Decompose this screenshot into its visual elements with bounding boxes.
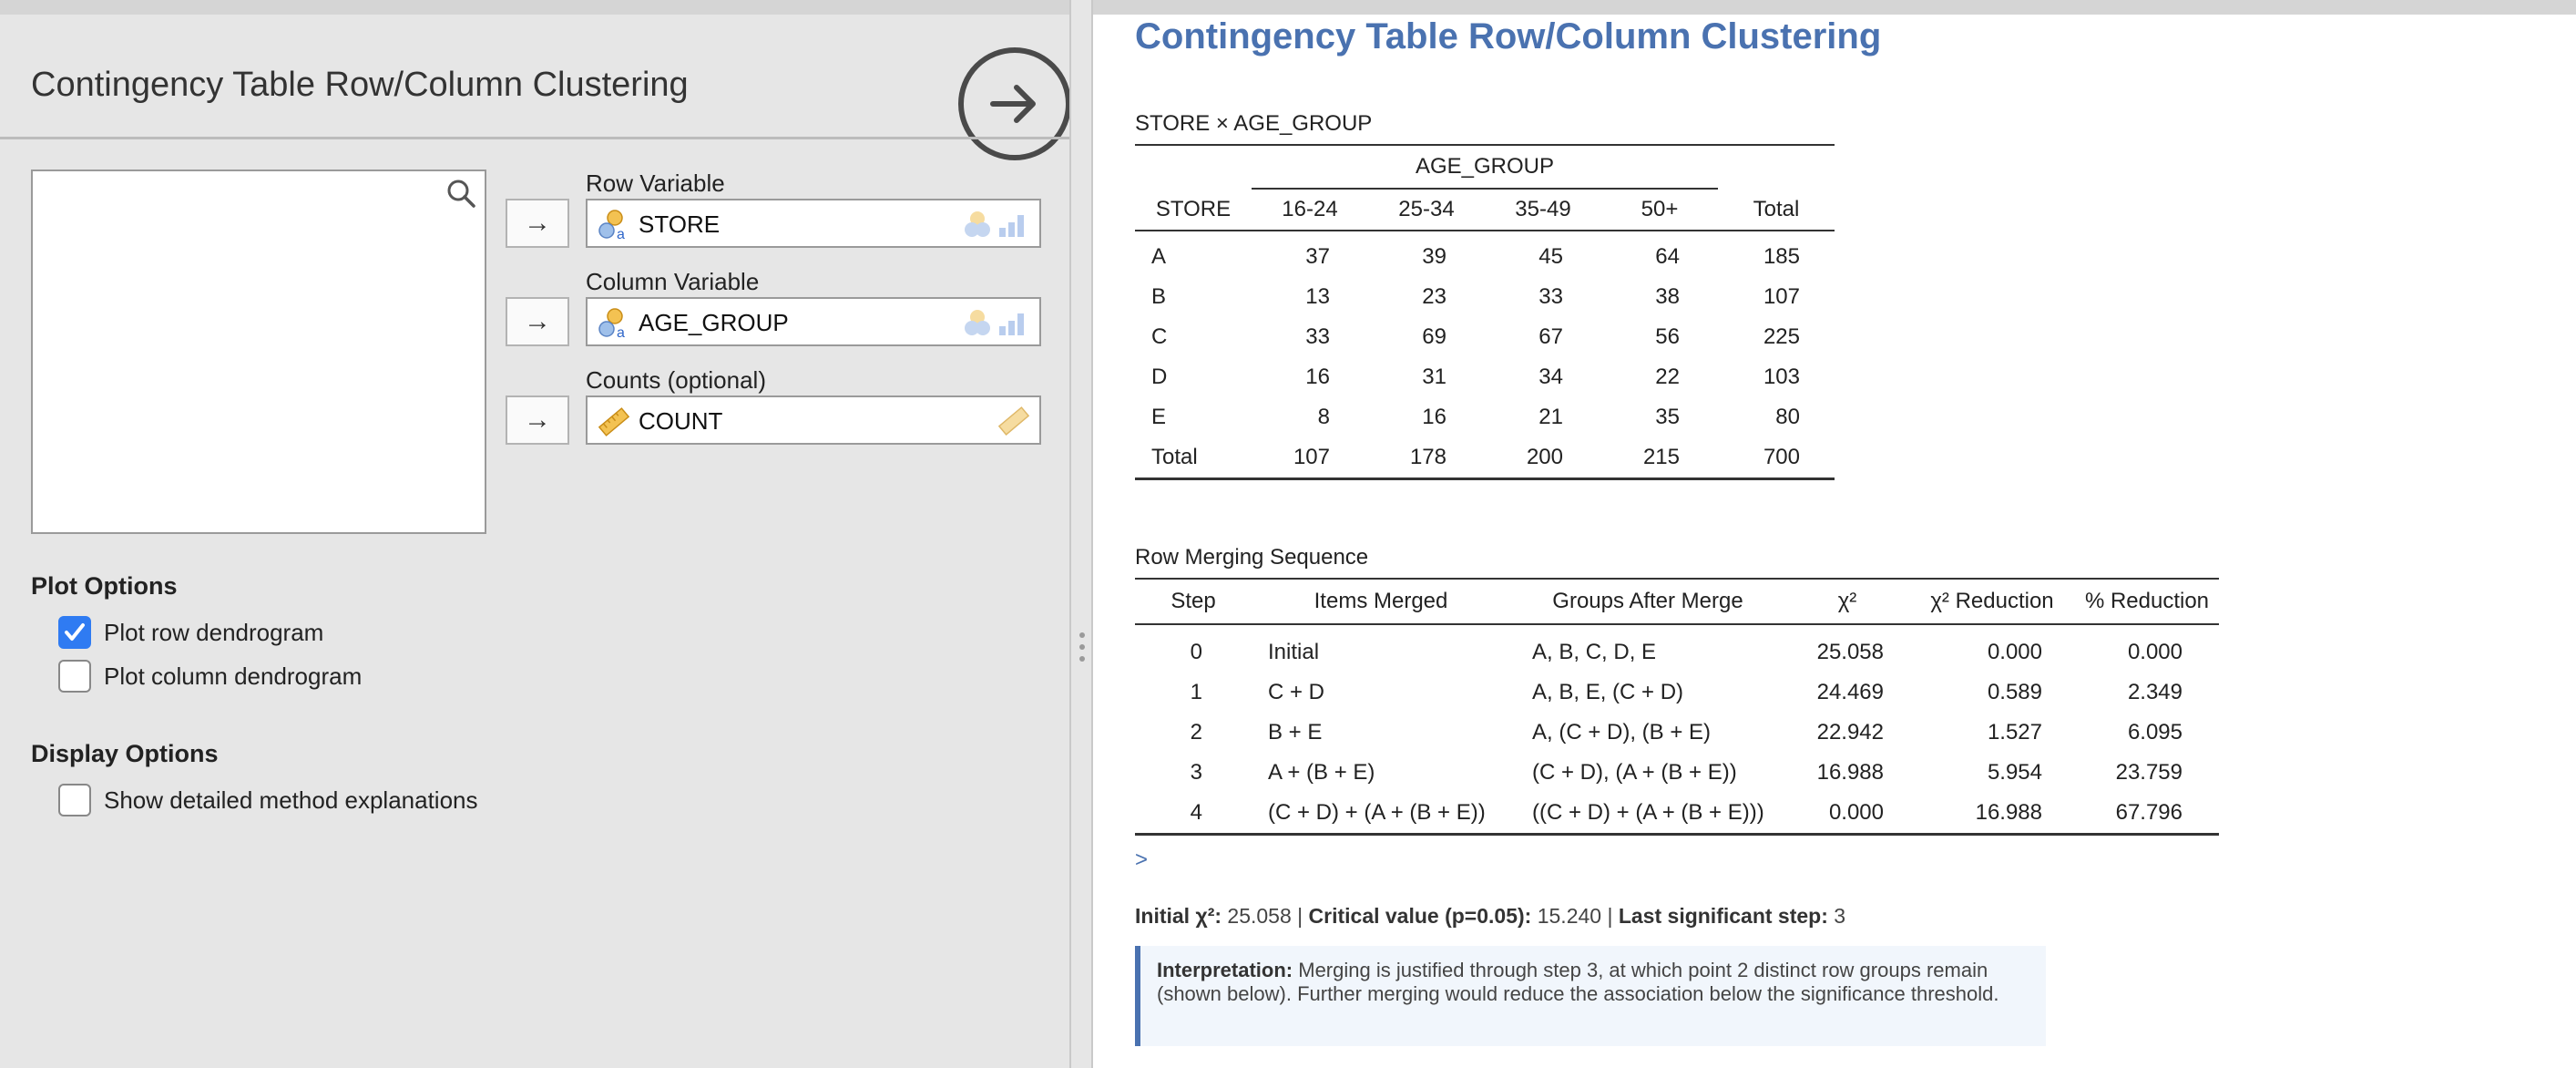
analysis-title: Contingency Table Row/Column Clustering bbox=[31, 66, 689, 104]
table-cell: 4 bbox=[1190, 800, 1202, 825]
critical-value: 15.240 bbox=[1537, 904, 1602, 928]
crosstab-caption: STORE × AGE_GROUP bbox=[1135, 111, 1373, 136]
table-cell: B + E bbox=[1268, 720, 1323, 745]
panel-splitter[interactable] bbox=[1069, 0, 1093, 1068]
column-variable-field[interactable] bbox=[586, 297, 1041, 346]
column-header: STORE bbox=[1135, 189, 1252, 231]
crosstab-spanner-row bbox=[1135, 145, 1835, 189]
table-row bbox=[1135, 397, 1835, 437]
row-label: A bbox=[1151, 244, 1167, 269]
counts-field[interactable] bbox=[586, 395, 1041, 445]
assign-counts-button[interactable]: → bbox=[506, 395, 569, 445]
table-cell: 103 bbox=[1763, 365, 1800, 389]
row-label: E bbox=[1151, 405, 1167, 429]
column-header: 50+ bbox=[1601, 189, 1718, 231]
row-variable-label: Row Variable bbox=[586, 169, 725, 197]
table-row bbox=[1135, 753, 2219, 793]
table-cell: 45 bbox=[1538, 244, 1563, 269]
table-cell: 0.589 bbox=[1987, 680, 2042, 704]
merging-header-row bbox=[1135, 579, 2219, 624]
column-header: Step bbox=[1135, 579, 1252, 624]
table-cell: 16.988 bbox=[1816, 760, 1884, 785]
display-options-heading: Display Options bbox=[31, 740, 219, 767]
table-cell: (C + D) + (A + (B + E)) bbox=[1268, 800, 1486, 825]
table-cell: 1 bbox=[1190, 680, 1202, 704]
column-variable-value: AGE_GROUP bbox=[639, 309, 789, 336]
assign-row-variable-button[interactable]: → bbox=[506, 199, 569, 248]
table-cell: A, B, C, D, E bbox=[1532, 640, 1657, 664]
checkmark-icon bbox=[62, 620, 87, 645]
plot-column-dendrogram-checkbox[interactable] bbox=[58, 660, 91, 693]
table-cell: ((C + D) + (A + (B + E))) bbox=[1532, 800, 1764, 825]
plot-options-heading: Plot Options bbox=[31, 572, 178, 600]
table-cell: 6.095 bbox=[2127, 720, 2182, 745]
table-cell: 200 bbox=[1526, 445, 1563, 469]
table-cell: 24.469 bbox=[1816, 680, 1884, 704]
table-cell: 33 bbox=[1538, 284, 1563, 309]
counts-label: Counts (optional) bbox=[586, 366, 766, 394]
table-row bbox=[1135, 673, 2219, 713]
interpretation-note bbox=[1135, 946, 2046, 1046]
table-row bbox=[1135, 277, 1835, 317]
table-cell: 178 bbox=[1409, 445, 1446, 469]
table-cell: 35 bbox=[1655, 405, 1680, 429]
show-explanations-label: Show detailed method explanations bbox=[104, 786, 478, 814]
table-cell: 0.000 bbox=[2127, 640, 2182, 664]
table-cell: 64 bbox=[1655, 244, 1680, 269]
row-label: D bbox=[1151, 365, 1168, 389]
separator: | bbox=[1607, 904, 1613, 928]
table-row bbox=[1135, 231, 1835, 277]
svg-text:a: a bbox=[617, 325, 625, 341]
last-significant-step-value: 3 bbox=[1834, 904, 1846, 928]
table-cell: 3 bbox=[1190, 760, 1202, 785]
ruler-icon bbox=[597, 405, 631, 439]
initial-chi-value: 25.058 bbox=[1227, 904, 1292, 928]
table-cell: C + D bbox=[1268, 680, 1325, 704]
table-cell: 38 bbox=[1655, 284, 1680, 309]
table-cell: 22 bbox=[1655, 365, 1680, 389]
show-explanations-option[interactable] bbox=[58, 784, 478, 816]
table-cell: 0.000 bbox=[1828, 800, 1884, 825]
svg-text:a: a bbox=[617, 227, 625, 242]
table-cell: 8 bbox=[1317, 405, 1330, 429]
crosstab-table bbox=[1135, 144, 1835, 480]
table-cell: 185 bbox=[1763, 244, 1800, 269]
table-cell: 13 bbox=[1305, 284, 1330, 309]
table-cell: 700 bbox=[1763, 445, 1800, 469]
search-icon[interactable] bbox=[445, 177, 477, 210]
table-cell: 37 bbox=[1305, 244, 1330, 269]
table-cell: 16 bbox=[1422, 405, 1446, 429]
plot-column-dendrogram-option[interactable] bbox=[58, 660, 362, 693]
column-header: Total bbox=[1718, 189, 1835, 231]
table-cell: 31 bbox=[1422, 365, 1446, 389]
table-cell: 25.058 bbox=[1816, 640, 1884, 664]
column-header: Groups After Merge bbox=[1510, 579, 1785, 624]
column-header: Items Merged bbox=[1252, 579, 1510, 624]
nominal-ordinal-types-icon bbox=[963, 208, 1032, 241]
table-cell: 67 bbox=[1538, 324, 1563, 349]
table-cell: 0 bbox=[1190, 640, 1202, 664]
drag-handle-icon[interactable] bbox=[1078, 631, 1086, 663]
assign-column-variable-button[interactable]: → bbox=[506, 297, 569, 346]
nominal-variable-icon bbox=[597, 306, 631, 341]
plot-column-dendrogram-label: Plot column dendrogram bbox=[104, 662, 363, 690]
table-cell: 22.942 bbox=[1816, 720, 1884, 745]
table-cell: 21 bbox=[1538, 405, 1563, 429]
row-variable-field[interactable] bbox=[586, 199, 1041, 248]
table-cell: 23 bbox=[1422, 284, 1446, 309]
table-cell: 34 bbox=[1538, 365, 1563, 389]
column-header: 25-34 bbox=[1368, 189, 1485, 231]
ruler-icon bbox=[996, 405, 1032, 437]
table-cell: 107 bbox=[1293, 445, 1330, 469]
table-cell: 56 bbox=[1655, 324, 1680, 349]
crosstab-header-row bbox=[1135, 189, 1835, 231]
results-panel bbox=[1093, 0, 2576, 1068]
table-cell: 225 bbox=[1763, 324, 1800, 349]
table-cell: 2 bbox=[1190, 720, 1202, 745]
table-cell: 16.988 bbox=[1975, 800, 2042, 825]
nominal-ordinal-types-icon bbox=[963, 306, 1032, 339]
critical-value-label: Critical value (p=0.05): bbox=[1308, 904, 1532, 928]
plot-row-dendrogram-checkbox[interactable] bbox=[58, 616, 91, 649]
column-header: χ² Reduction bbox=[1909, 579, 2075, 624]
chi-square-summary bbox=[1135, 904, 1845, 929]
table-cell: 39 bbox=[1422, 244, 1446, 269]
row-merging-table bbox=[1135, 578, 2219, 836]
results-title: Contingency Table Row/Column Clustering bbox=[1135, 16, 1882, 56]
counts-value: COUNT bbox=[639, 407, 723, 435]
table-cell: 0.000 bbox=[1987, 640, 2042, 664]
table-row bbox=[1135, 357, 1835, 397]
table-cell: A + (B + E) bbox=[1268, 760, 1375, 785]
table-cell: 69 bbox=[1422, 324, 1446, 349]
table-cell: 5.954 bbox=[1987, 760, 2042, 785]
options-panel bbox=[0, 0, 1069, 1068]
run-analysis-button[interactable] bbox=[958, 47, 1071, 160]
row-label: C bbox=[1151, 324, 1168, 349]
interpretation-label: Interpretation: bbox=[1157, 959, 1293, 981]
last-significant-step-label: Last significant step: bbox=[1618, 904, 1828, 928]
plot-row-dendrogram-label: Plot row dendrogram bbox=[104, 618, 324, 646]
table-cell: 107 bbox=[1763, 284, 1800, 309]
table-row bbox=[1135, 624, 2219, 673]
show-explanations-checkbox[interactable] bbox=[58, 784, 91, 816]
row-variable-value: STORE bbox=[639, 211, 721, 238]
column-variable-label: Column Variable bbox=[586, 268, 760, 295]
table-cell: Initial bbox=[1268, 640, 1320, 664]
separator: | bbox=[1297, 904, 1303, 928]
plot-row-dendrogram-option[interactable] bbox=[58, 616, 323, 649]
nominal-variable-icon bbox=[597, 208, 631, 242]
table-row bbox=[1135, 317, 1835, 357]
table-cell: 1.527 bbox=[1987, 720, 2042, 745]
expand-details-toggle[interactable]: > bbox=[1135, 847, 1149, 872]
column-header: 16-24 bbox=[1252, 189, 1368, 231]
initial-chi-label: Initial χ²: bbox=[1135, 904, 1222, 928]
table-cell: 2.349 bbox=[2127, 680, 2182, 704]
table-cell: A, (C + D), (B + E) bbox=[1532, 720, 1712, 745]
table-cell: 16 bbox=[1305, 365, 1330, 389]
row-label: Total bbox=[1151, 445, 1198, 469]
interpretation-text: Merging is justified through step 3, at which point 2 distinct row groups remain (shown below). Further merging would reduce the association below the significance threshold. bbox=[1157, 959, 1999, 1005]
table-cell: 67.796 bbox=[2115, 800, 2182, 825]
column-header: % Reduction bbox=[2075, 579, 2219, 624]
table-cell: 215 bbox=[1642, 445, 1680, 469]
table-cell: A, B, E, (C + D) bbox=[1532, 680, 1684, 704]
merging-caption: Row Merging Sequence bbox=[1135, 545, 1369, 570]
total-row bbox=[1135, 437, 1835, 479]
table-row bbox=[1135, 793, 2219, 835]
row-label: B bbox=[1151, 284, 1167, 309]
column-header: 35-49 bbox=[1485, 189, 1601, 231]
table-cell: 80 bbox=[1775, 405, 1800, 429]
table-row bbox=[1135, 713, 2219, 753]
table-cell: 23.759 bbox=[2115, 760, 2182, 785]
table-cell: 33 bbox=[1305, 324, 1330, 349]
table-cell: (C + D), (A + (B + E)) bbox=[1532, 760, 1737, 785]
column-spanner-label: AGE_GROUP bbox=[1252, 145, 1718, 189]
title-divider bbox=[0, 137, 1069, 139]
column-header: χ² bbox=[1785, 579, 1909, 624]
available-variables-list[interactable] bbox=[31, 169, 486, 534]
arrow-right-circle-icon bbox=[986, 75, 1044, 133]
